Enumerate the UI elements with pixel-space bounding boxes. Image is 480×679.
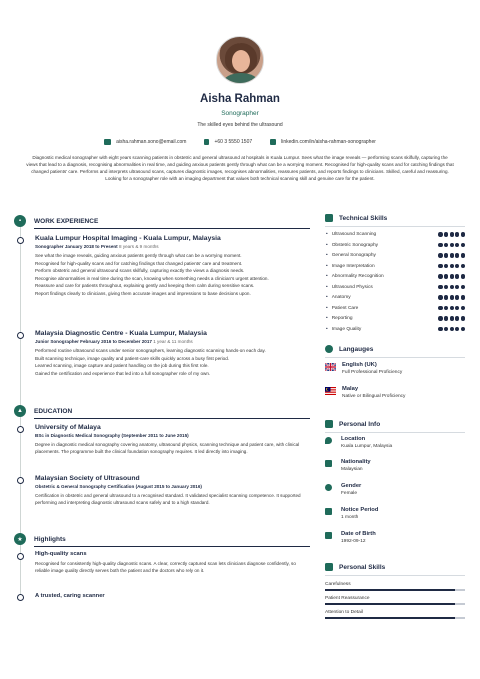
skill-bar-fill — [325, 589, 455, 591]
skill-bar — [325, 617, 465, 619]
rating-dot — [455, 243, 459, 247]
rating-dot — [444, 274, 448, 278]
globe-icon — [325, 345, 333, 353]
skill-rating — [438, 327, 465, 331]
rating-dot — [438, 232, 442, 236]
education-entry: University of Malaya BSc in Diagnostic Medical Sonography (September 2011 to June 2015) Degree in diagnostic medical sonography covering anatomy, ultrasound physics, scanning technique and patient care, with clinical placements. The programme built the clinical foundation sonography requires. It led directly into imaging. — [35, 424, 300, 454]
briefcase-icon: ▪ — [14, 215, 26, 227]
skill-bar-fill — [325, 617, 455, 619]
rating-dot — [444, 327, 448, 331]
avatar — [216, 36, 264, 84]
personal-skill: Patient Reassurance — [325, 596, 465, 605]
contact-bar — [0, 139, 480, 145]
location-icon — [325, 437, 332, 444]
timeline-dot — [17, 237, 24, 244]
rating-dot — [461, 264, 465, 268]
skill-rating — [438, 295, 465, 299]
rating-dot — [461, 316, 465, 320]
rating-dot — [455, 264, 459, 268]
summary: Diagnostic medical sonographer with eight years scanning patients in obstetric and general ultrasound at hospitals in Kuala Lumpur. Sees what the image reveals — performing scans skilfully, capturing the views that lead to a diagnosis, recognising abnormalities in real time, and guiding anxious patients gently through what can be a worrying moment. Recognised for high-quality scans and for catching findings that changed patients' care. Performs and interprets ultrasound scans, captures diagnostic images, recognises abnormalities, reassures patients, and reports findings to clinicians. Skilled, careful and reassuring. Looking for a sonographer role with an imaging department that values both technical scanning skill and genuine care for the patient. — [26, 155, 454, 181]
rating-dot — [461, 285, 465, 289]
rating-dot — [450, 316, 454, 320]
rating-dot — [455, 285, 459, 289]
rating-dot — [438, 306, 442, 310]
technical-skill: • Reporting — [326, 316, 465, 321]
rating-dot — [450, 253, 454, 257]
rating-dot — [444, 232, 448, 236]
linkedin-text: linkedin.com/in/aisha-rahman-sonographer — [281, 139, 376, 145]
personal-info-item: Date of Birth 1992-09-12 — [325, 531, 376, 544]
rating-dot — [461, 253, 465, 257]
job-title: Sonographer — [221, 110, 259, 117]
personal-info-item: Location Kuala Lumpur, Malaysia — [325, 436, 392, 449]
skill-bar — [325, 589, 465, 591]
rating-dot — [461, 243, 465, 247]
rating-dot — [455, 327, 459, 331]
rating-dot — [450, 264, 454, 268]
uk-flag-icon — [325, 363, 336, 371]
experience-description: Performed routine ultrasound scans under senior sonographers, learning diagnostic scanning hands-on each day. Built scanning technique, image quality and patient-care skills quickly across a busy first period. Learned scanning, image capture and patient handling on the job during this first role. Gained the certification and experience that led into a full sonographer role of my own. — [35, 348, 266, 376]
rating-dot — [438, 316, 442, 320]
rating-dot — [461, 232, 465, 236]
email-icon — [104, 139, 111, 145]
technical-skill: • Anatomy — [326, 295, 465, 300]
rating-dot — [438, 327, 442, 331]
rating-dot — [444, 295, 448, 299]
divider — [325, 226, 465, 227]
skill-rating — [438, 316, 465, 320]
rating-dot — [455, 253, 459, 257]
technical-skill: • General Sonography — [326, 253, 465, 258]
rating-dot — [438, 285, 442, 289]
timeline-dot — [17, 553, 24, 560]
phone-contact[interactable] — [204, 139, 252, 145]
technical-skill: • Image Interpretation — [326, 264, 465, 269]
tagline: The skilled eyes behind the ultrasound — [197, 122, 283, 128]
timeline-dot — [17, 477, 24, 484]
timeline-dot — [17, 426, 24, 433]
hourglass-icon — [325, 508, 332, 515]
divider — [34, 418, 310, 419]
divider — [325, 432, 465, 433]
language-item: English (UK) Full Professional Proficiency — [325, 362, 402, 375]
highlights-heading: ★ Highlights — [14, 533, 310, 545]
personal-info-item: Nationality Malaysian — [325, 459, 371, 472]
rating-dot — [444, 316, 448, 320]
users-icon — [325, 563, 333, 571]
rating-dot — [450, 243, 454, 247]
linkedin-contact[interactable] — [270, 139, 376, 145]
technical-skill: • Patient Care — [326, 306, 465, 311]
rating-dot — [444, 243, 448, 247]
technical-skill: • Ultrasound Physics — [326, 285, 465, 290]
rating-dot — [444, 306, 448, 310]
rating-dot — [461, 306, 465, 310]
personal-skills-heading: Personal Skills — [325, 563, 465, 571]
star-icon: ★ — [14, 533, 26, 545]
skill-rating — [438, 264, 465, 268]
rating-dot — [461, 327, 465, 331]
rating-dot — [455, 316, 459, 320]
experience-description: See what the image reveals, guiding anxious patients gently through what can be a worrying moment. Recognised for high-quality scans and for catching findings that changed patients' care and treatment. Perform obstetric and general ultrasound scans skilfully, capturing exactly the views a diagnosis needs. Recognise abnormalities in real time during the scan, knowing when something needs a clinician's urgent attention. Reassure and care for patients throughout, explaining gently and keeping them calm during sensitive scans. Report findings clearly to clinicians, giving them accurate images and impressions to base decisions upon. — [35, 253, 269, 296]
rating-dot — [444, 264, 448, 268]
rating-dot — [438, 295, 442, 299]
technical-skill: • Abnormality Recognition — [326, 274, 465, 279]
divider — [325, 357, 465, 358]
skill-rating — [438, 285, 465, 289]
rating-dot — [444, 253, 448, 257]
rating-dot — [444, 285, 448, 289]
personal-info-item: Gender Female — [325, 483, 361, 496]
personal-info-item: Notice Period 1 month — [325, 507, 378, 520]
experience-entry: Kuala Lumpur Hospital Imaging - Kuala Lumpur, Malaysia Sonographer January 2018 to Present 8 years & 9 months See what the image reveals, guiding anxious patients gently through what can be a worrying moment. Recognised for high-quality scans and for catching findings that changed patients' care and treatment. Perform obstetric and general ultrasound scans skilfully, capturing exactly the views a diagnosis needs. Recognise abnormalities in real time during the scan, knowing when something needs a clinician's urgent attention. Reassure and care for patients throughout, explaining gently and keeping them calm during sensitive scans. Report findings clearly to clinicians, giving them accurate images and impressions to base decisions upon. — [35, 235, 311, 297]
rating-dot — [450, 274, 454, 278]
rating-dot — [450, 327, 454, 331]
rating-dot — [455, 295, 459, 299]
highlight-entry: High-quality scans Recognised for consistently high-quality diagnostic scans. A clear, correctly captured scan lets clinicians diagnose confidently, so reliable image quality directly serves both the patient and the doctors who rely on it. — [35, 551, 296, 573]
rating-dot — [438, 243, 442, 247]
graduation-cap-icon: ▲ — [14, 405, 26, 417]
divider — [325, 575, 465, 576]
skill-bar-fill — [325, 603, 455, 605]
technical-skill: • Obstetric Sonography — [326, 243, 465, 248]
rating-dot — [455, 232, 459, 236]
rating-dot — [455, 306, 459, 310]
skill-rating — [438, 232, 465, 236]
rating-dot — [450, 306, 454, 310]
flag-icon — [325, 460, 332, 467]
languages-heading: Langauges — [325, 345, 465, 353]
rating-dot — [455, 274, 459, 278]
rating-dot — [450, 285, 454, 289]
divider — [34, 228, 310, 229]
rating-dot — [450, 295, 454, 299]
email-text: aisha.rahman.sono@email.com — [116, 139, 187, 145]
personal-skill: Carefulness — [325, 582, 465, 591]
personal-info-heading: Personal Info — [325, 420, 465, 428]
technical-skills-heading: Technical Skills — [325, 214, 465, 222]
toolbox-icon — [325, 214, 333, 222]
calendar-icon — [325, 532, 332, 539]
skill-rating — [438, 306, 465, 310]
experience-entry: Malaysia Diagnostic Centre - Kuala Lumpur, Malaysia Junior Sonographer February 2016 to December 2017 1 year & 11 months Performed routine ultrasound scans under senior sonographers, learning diagnostic scanning hands-on each day. Built scanning technique, image quality and patient-care skills quickly across a busy first period. Learned scanning, image capture and patient handling on the job during this first role. Gained the certification and experience that led into a full sonographer role of my own. — [35, 330, 311, 377]
education-heading: ▲ EDUCATION — [14, 405, 310, 417]
email-contact[interactable] — [104, 139, 186, 145]
timeline-dot — [17, 332, 24, 339]
skill-rating — [438, 243, 465, 247]
work-experience-heading: ▪ WORK EXPERIENCE — [14, 215, 310, 227]
language-item: Malay Native or Bilingual Proficiency — [325, 386, 405, 399]
rating-dot — [450, 232, 454, 236]
id-card-icon — [325, 420, 333, 428]
rating-dot — [438, 274, 442, 278]
linkedin-icon — [270, 139, 276, 145]
rating-dot — [438, 264, 442, 268]
malaysia-flag-icon — [325, 387, 336, 395]
timeline-dot — [17, 594, 24, 601]
technical-skill: • Image Quality — [326, 327, 465, 332]
education-entry: Malaysian Society of Ultrasound Obstetric & General Sonography Certification (August 2015 to January 2016) Certification in obstetric and general ultrasound to a recognised standard. It validated specialist scanning competence. It supported performing and interpreting diagnostic ultrasound scans safely and to a high standard. — [35, 475, 301, 505]
candidate-name: Aisha Rahman — [200, 93, 280, 105]
phone-icon — [204, 139, 209, 145]
rating-dot — [461, 274, 465, 278]
skill-bar — [325, 603, 465, 605]
technical-skill: • Ultrasound Scanning — [326, 232, 465, 237]
highlight-entry: A trusted, caring scanner — [35, 593, 105, 599]
skill-rating — [438, 274, 465, 278]
phone-text: +60 3 5550 1507 — [214, 139, 253, 145]
divider — [34, 546, 310, 547]
rating-dot — [438, 253, 442, 257]
skill-rating — [438, 253, 465, 257]
rating-dot — [461, 295, 465, 299]
personal-skill: Attention to Detail — [325, 610, 465, 619]
gender-icon — [325, 484, 332, 491]
